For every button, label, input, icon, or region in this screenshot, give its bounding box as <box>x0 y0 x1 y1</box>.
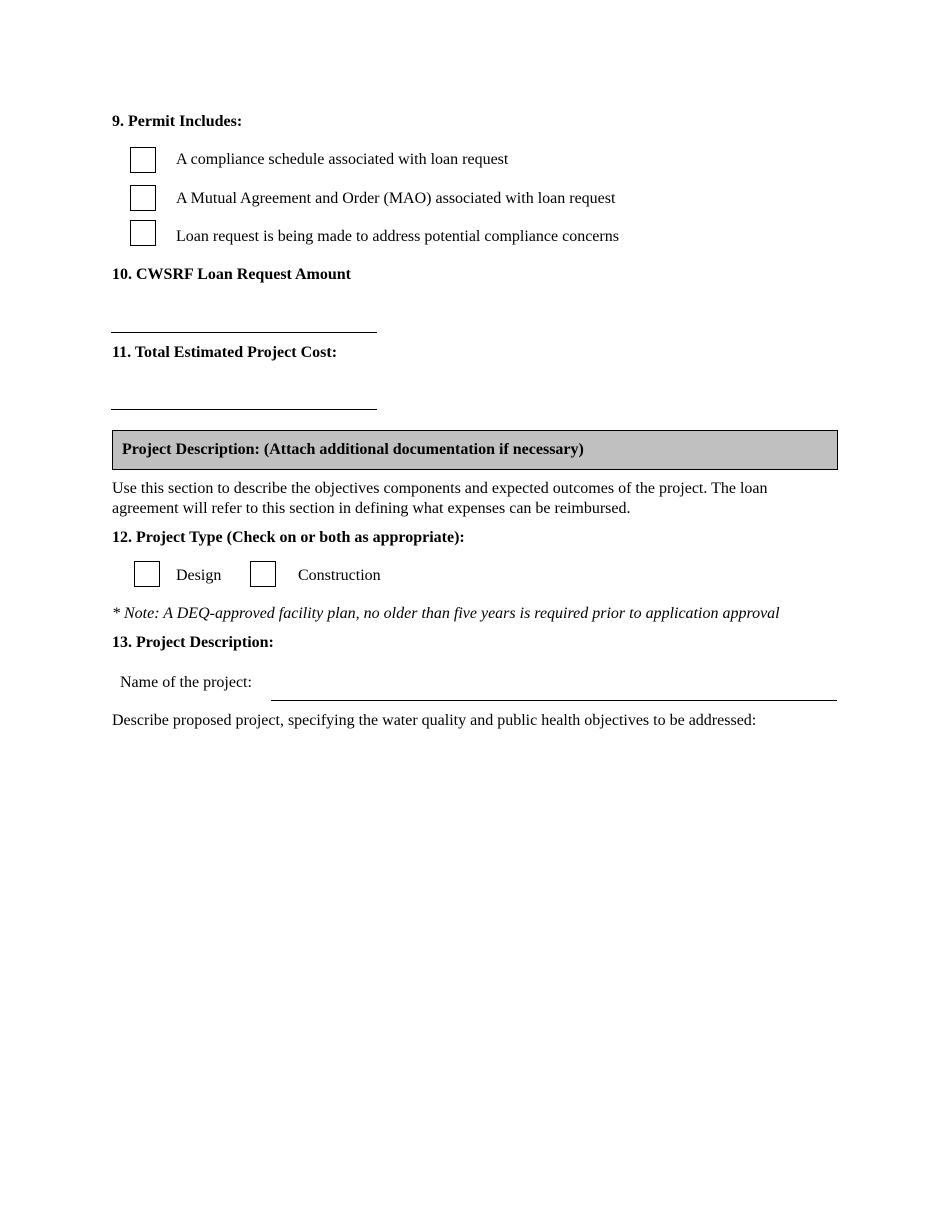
facility-plan-note: * Note: A DEQ-approved facility plan, no older than five years is required prior to application approval <box>112 605 780 622</box>
construction-checkbox[interactable] <box>250 561 276 587</box>
design-checkbox[interactable] <box>134 561 160 587</box>
compliance-schedule-label: A compliance schedule associated with loan request <box>176 151 509 168</box>
loan-amount-heading: 10. CWSRF Loan Request Amount <box>112 266 351 283</box>
design-label: Design <box>176 567 222 584</box>
project-cost-heading: 11. Total Estimated Project Cost: <box>112 344 338 361</box>
section-title: Project Description: (Attach additional documentation if necessary) <box>122 441 584 458</box>
permit-heading: 9. Permit Includes: <box>112 113 243 130</box>
compliance-schedule-checkbox[interactable] <box>130 147 156 173</box>
construction-label: Construction <box>298 567 381 584</box>
section-intro: Use this section to describe the objectives components and expected outcomes of the project. The loan agreement will refer to this section in defining what expenses can be reimbursed. <box>112 480 768 517</box>
project-description-section-bar <box>112 430 838 470</box>
project-name-field[interactable] <box>271 700 837 701</box>
compliance-concerns-checkbox[interactable] <box>130 220 156 246</box>
project-type-heading: 12. Project Type (Check on or both as appropriate): <box>112 529 465 546</box>
mao-checkbox[interactable] <box>130 185 156 211</box>
compliance-concerns-label: Loan request is being made to address potential compliance concerns <box>176 228 619 245</box>
project-cost-field[interactable] <box>111 409 377 410</box>
describe-project-prompt: Describe proposed project, specifying the water quality and public health objectives to be addressed: <box>112 712 757 729</box>
project-description-heading: 13. Project Description: <box>112 634 274 651</box>
project-name-label: Name of the project: <box>120 674 252 691</box>
loan-amount-field[interactable] <box>111 332 377 333</box>
mao-label: A Mutual Agreement and Order (MAO) associated with loan request <box>176 190 616 207</box>
